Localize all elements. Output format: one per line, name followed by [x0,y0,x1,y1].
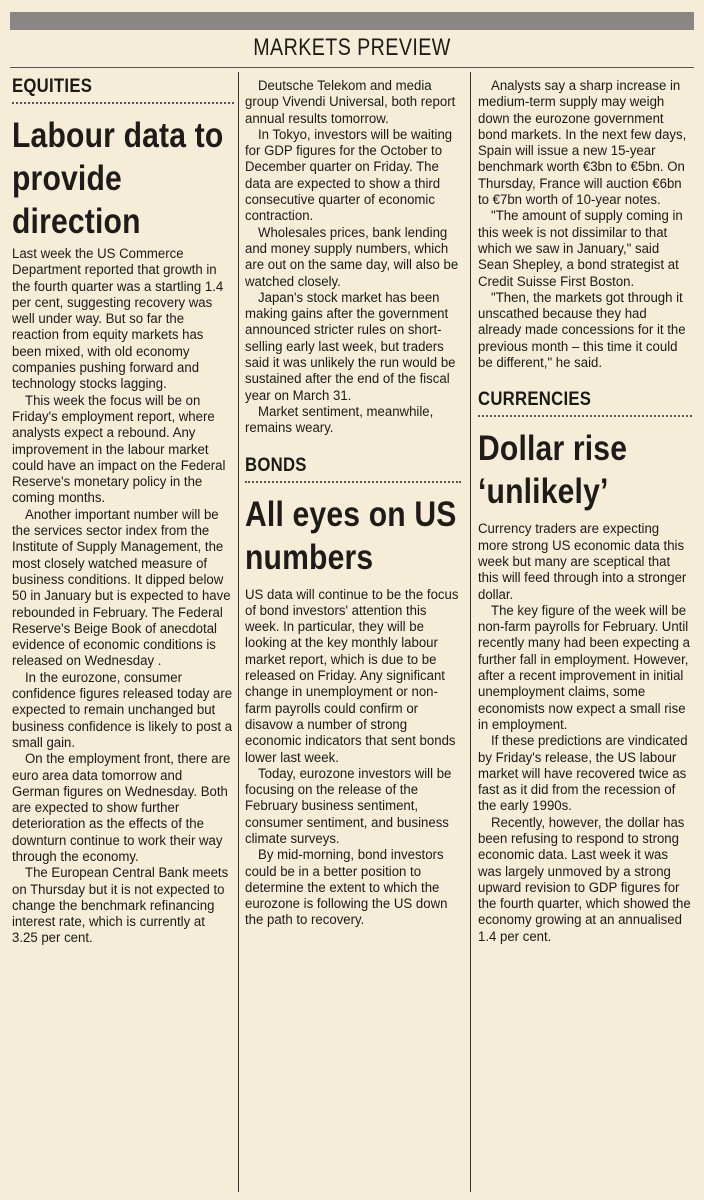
paragraph: On the employment front, there are euro area data tomorrow and German figures on Wednesday. Both are expected to show further deterioration as the effects of the downturn continue to work their way through the economy. [12,751,231,865]
dotted-rule [245,481,461,483]
paragraph: Market sentiment, meanwhile, remains weary. [245,403,434,437]
section-label-currencies: CURRENCIES [478,389,592,411]
dotted-rule [478,415,692,417]
article-body-bonds-continued [478,78,692,371]
paragraph: Wholesales prices, bank lending and money supply numbers, which are out on the same day, will also be watched closely. [245,224,459,290]
paragraph: This week the focus will be on Friday's employment report, where analysts expect a rebound. Any improvement in the labour market could have an impact on the Federal Reserve's monetary policy in the coming months. [12,392,226,507]
paragraph: Today, eurozone investors will be focusing on the release of the February business sentiment, consumer sentiment, and business climate surveys. [245,765,452,847]
headline-currencies: Dollar rise ‘unlikely’ [478,429,628,512]
paragraph: "The amount of supply coming in this week is not dissimilar to that which we saw in January," said Sean Shepley, a bond strategist at Credit Suisse First Boston. [478,208,683,290]
headline-equities: Labour data to provide direction [12,116,224,241]
paragraph: "Then, the markets got through it unscathed because they had already made concessions for it the previous month – this time it could be different," he said. [478,289,686,372]
column-divider [238,72,239,1192]
column-3 [478,78,692,945]
paragraph: Japan's stock market has been making gains after the government announced stricter rules on short-selling early last week, but traders said it was unlikely the run would be sustained after the end of the fiscal year on March 31. [245,289,456,404]
paragraph: Another important number will be the services sector index from the Institute of Supply Management, the most closely watched measure of business conditions. It dipped below 50 in January but is expected to have rebounded in February. The Federal Reserve's Beige Book of anecdotal evidence of economic conditions is released on Wednesday . [12,506,231,670]
article-body-bonds [245,587,461,929]
paragraph: In the eurozone, consumer confidence figures released today are expected to remain unchanged but business confidence is likely to post a small gain. [12,669,233,751]
section-label-bonds: BONDS [245,454,307,476]
paragraph: Deutsche Telekom and media group Vivendi Universal, both report annual results tomorrow. [245,78,456,127]
article-body-equities-continued [245,78,461,437]
paragraph: By mid-morning, bond investors could be in a better position to determine the extent to which the eurozone is following the US down the path to recovery. [245,847,448,929]
section-label-equities: EQUITIES [12,76,93,97]
top-bar [10,12,694,30]
column-2 [245,78,461,929]
masthead-title: MARKETS PREVIEW [253,34,451,61]
dotted-rule [12,102,234,104]
masthead-rule [10,67,694,68]
paragraph: In Tokyo, investors will be waiting for GDP figures for the October to December quarter on Friday. The data are expected to show a third consecutive quarter of economic contraction. [245,126,453,225]
column-1 [12,70,234,947]
paragraph: If these predictions are vindicated by Friday's release, the US labour market will have recovered twice as fast as it did from the recession of the early 1990s. [478,733,688,815]
paragraph: US data will continue to be the focus of bond investors' attention this week. In particular, they will be looking at the key monthly labour market report, which is due to be released on Friday. Any significant change in unemployment or non-farm payrolls could confirm or disavow a number of strong economic indicators that sent bonds lower last week. [245,586,459,766]
paragraph: Analysts say a sharp increase in medium-term supply may weigh down the eurozone government bond markets. In the next few days, Spain will issue a new 15-year benchmark worth €3bn to €5bn. On Thursday, France will auction €6bn to €7bn worth of 10-year notes. [478,78,687,209]
paragraph: Recently, however, the dollar has been refusing to respond to strong economic data. Last week it was was largely unmoved by a strong upward revision to GDP figures for the fourth quarter, which showed the economy growing at an annualised 1.4 per cent. [478,814,691,945]
paragraph: The European Central Bank meets on Thursday but it is not expected to change the benchmark refinancing interest rate, which is currently at 3.25 per cent. [12,865,229,947]
paragraph: Currency traders are expecting more strong US economic data this week but many are sceptical that this will feed through into a stronger dollar. [478,521,687,603]
paragraph: The key figure of the week will be non-farm payrolls for February. Until recently many had been expecting a further fall in employment. However, after a recent improvement in initial unemployment claims, some economists now expect a small rise in employment. [478,602,690,733]
column-divider [470,72,471,1192]
article-body-equities [12,246,233,947]
article-body-currencies [478,521,692,945]
headline-bonds: All eyes on US numbers [245,494,457,577]
paragraph: Last week the US Commerce Department reported that growth in the fourth quarter was a startling 1.4 per cent, suggesting recovery was well under way. But so far the reaction from equity markets has been mixed, with old economy companies pushing forward and technology stocks lagging. [12,246,224,393]
